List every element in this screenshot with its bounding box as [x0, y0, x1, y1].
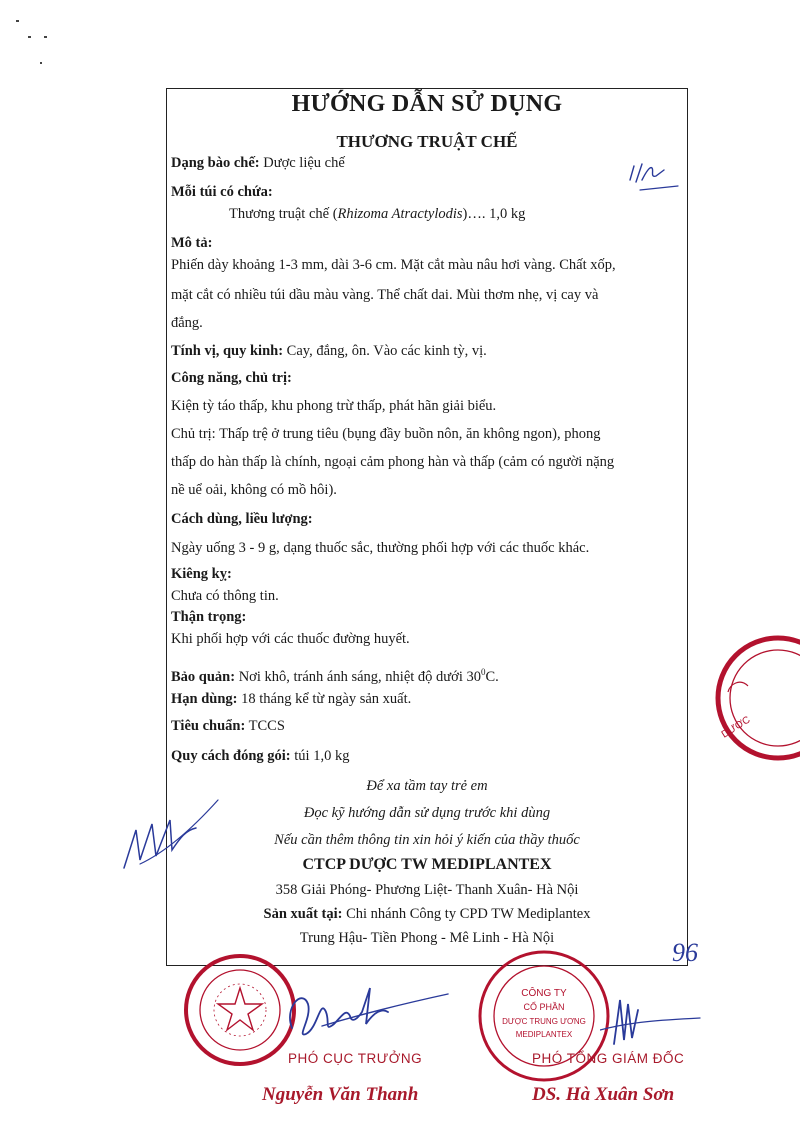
taste-meridian-value: Cay, đắng, ôn. Vào các kinh tỳ, vị. [283, 343, 487, 359]
standard [171, 717, 683, 735]
factory-label: Sản xuất tại: [263, 906, 343, 922]
shelf-life-value: 18 tháng kể từ ngày sản xuất. [237, 691, 412, 707]
functions-line: Chủ trị: Thấp trệ ở trung tiêu (bụng đầy buồn nôn, ăn không ngon), phong [171, 426, 601, 442]
dosage-form-label: Dạng bào chế: [171, 155, 260, 171]
initial-signature-left [110, 790, 230, 880]
product-name: THƯƠNG TRUẬT CHẾ [336, 132, 518, 151]
storage-value: Nơi khô, tránh ánh sáng, nhiệt độ dưới 30 [235, 668, 481, 685]
company-stamp-line: CỔ PHẦN [523, 1002, 565, 1012]
precautions-label: Thận trọng: [171, 609, 247, 625]
factory-name: Chi nhánh Công ty CPD TW Mediplantex [342, 906, 591, 922]
taste-meridian-label: Tính vị, quy kinh: [171, 343, 284, 359]
scan-speck [16, 20, 19, 22]
shelf-life-label: Hạn dùng: [171, 691, 238, 707]
dosage-form-value: Dược liệu chế [259, 155, 345, 171]
taste-meridian [171, 342, 683, 360]
description-line: mặt cắt có nhiều túi dầu màu vàng. Thể chất dai. Mùi thơm nhẹ, vị cay và [171, 287, 599, 303]
factory-address: Trung Hậu- Tiền Phong - Mê Linh - Hà Nội [299, 930, 555, 946]
packaging-label: Quy cách đóng gói: [171, 748, 291, 764]
functions-line: nề uể oải, không có mồ hôi). [171, 482, 337, 498]
ingredient-amount: )…. 1,0 kg [462, 206, 526, 222]
company-stamp-line: DƯỢC TRUNG ƯƠNG [502, 1017, 586, 1026]
left-signature [262, 968, 452, 1058]
ingredient-latin: Rhizoma Atractylodis [337, 206, 463, 222]
contraindications-line: Chưa có thông tin. [171, 588, 279, 604]
description-line: Phiến dày khoảng 1-3 mm, dài 3-6 cm. Mặt cắt màu nâu hơi vàng. Chất xốp, [171, 257, 616, 273]
storage-unit: C. [485, 668, 499, 685]
description-line: đắng. [171, 315, 203, 331]
page-number: 96 [672, 938, 698, 967]
warning-line: Nếu cần thêm thông tin xin hỏi ý kiến của thầy thuốc [274, 832, 580, 848]
scan-speck [44, 36, 47, 38]
factory-line [166, 905, 688, 923]
storage [171, 663, 683, 686]
scan-speck [40, 62, 42, 64]
standard-label: Tiêu chuẩn: [171, 718, 246, 734]
functions-label: Công năng, chủ trị: [171, 370, 292, 386]
right-signatory-name: DS. Hà Xuân Sơn [532, 1084, 675, 1105]
contraindications-label: Kiêng kỵ: [171, 566, 232, 582]
left-signatory-name: Nguyễn Văn Thanh [262, 1084, 419, 1105]
right-signature [600, 990, 710, 1050]
company-name: CTCP DƯỢC TW MEDIPLANTEX [302, 856, 552, 873]
company-address: 358 Giải Phóng- Phương Liệt- Thanh Xuân- Hà Nội [275, 882, 579, 898]
document-title: HƯỚNG DẪN SỬ DỤNG [291, 91, 563, 117]
company-stamp-line: CÔNG TY [521, 988, 567, 999]
edge-stamp [700, 632, 800, 767]
packaging [171, 747, 683, 765]
left-signatory-title: PHÓ CỤC TRƯỞNG [288, 1051, 423, 1066]
usage-label: Cách dùng, liều lượng: [171, 511, 313, 527]
dosage-form [171, 154, 683, 172]
functions-line: Kiện tỳ táo thấp, khu phong trừ thấp, phát hãn giải biểu. [171, 398, 497, 414]
edge-stamp-text: DƯỢC [719, 714, 753, 741]
functions-line: thấp do hàn thấp là chính, ngoại cảm phong hàn và thấp (cảm có người nặng [171, 454, 615, 470]
company-stamp-line: MEDIPLANTEX [515, 1030, 573, 1039]
description-label: Mô tả: [171, 235, 213, 251]
usage-line: Ngày uống 3 - 9 g, dạng thuốc sắc, thường phối hợp với các thuốc khác. [171, 540, 590, 556]
scan-speck [28, 36, 31, 38]
right-signatory-title: PHÓ TỔNG GIÁM ĐỐC [532, 1051, 685, 1066]
warning-line: Để xa tầm tay trẻ em [366, 778, 488, 794]
packaging-value: túi 1,0 kg [290, 748, 350, 764]
standard-value: TCCS [245, 718, 285, 734]
initial-signature-top [620, 150, 690, 220]
degree-superscript: 0 [480, 667, 486, 677]
storage-label: Bảo quản: [171, 668, 236, 685]
shelf-life [171, 690, 683, 708]
ingredient-name: Thương truật chế ( [229, 206, 338, 222]
composition-label: Mỗi túi có chứa: [171, 184, 273, 200]
precautions-line: Khi phối hợp với các thuốc đường huyết. [171, 631, 410, 647]
warning-line: Đọc kỹ hướng dẫn sử dụng trước khi dùng [303, 805, 551, 821]
